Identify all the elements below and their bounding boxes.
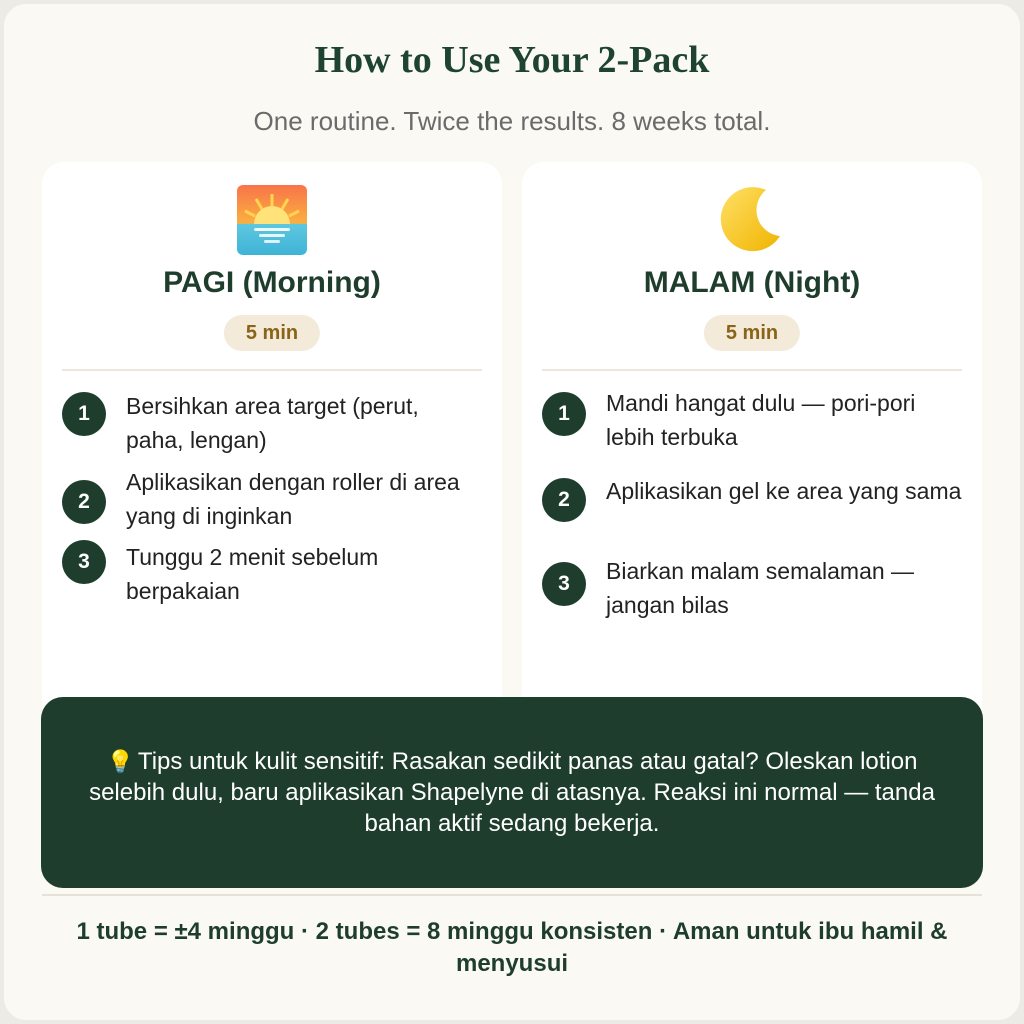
crescent-moon-icon [522, 184, 982, 256]
tips-paragraph [72, 746, 952, 839]
night-title: MALAM (Night) [643, 266, 861, 299]
step-text: Aplikasikan dengan roller di area yang di inginkan [126, 469, 460, 529]
step-number-badge: 2 [62, 480, 106, 524]
night-duration-badge: 5 min [704, 315, 800, 351]
page-subtitle: One routine. Twice the results. 8 weeks total. [253, 106, 771, 136]
morning-duration-badge: 5 min [224, 315, 320, 351]
tips-text: Tips untuk kulit sensitif: Rasakan sedikit panas atau gatal? Oleskan lotion selebih dulu, baru aplikasikan Shapelyne di atasnya. Reaksi ini normal — tanda bahan aktif sedang bekerja. [89, 748, 935, 837]
sensitive-skin-tips-banner [41, 697, 983, 888]
page-title: How to Use Your 2-Pack [314, 39, 710, 81]
morning-title: PAGI (Morning) [163, 266, 381, 299]
step-number-badge: 1 [62, 392, 106, 436]
step-number-badge: 2 [542, 478, 586, 522]
step-text: Tunggu 2 menit sebelum berpakaian [126, 544, 379, 604]
night-divider [542, 369, 962, 371]
step-number-badge: 3 [542, 562, 586, 606]
step-text: Aplikasikan gel ke area yang sama [606, 478, 962, 504]
footer-note: 1 tube = ±4 minggu · 2 tubes = 8 minggu konsisten · Aman untuk ibu hamil & menyusui [76, 918, 948, 977]
morning-card [42, 162, 502, 742]
step-text: Biarkan malam semalaman — jangan bilas [606, 558, 915, 618]
morning-divider [62, 369, 482, 371]
step-number-badge: 3 [62, 540, 106, 584]
step-number-badge: 1 [542, 392, 586, 436]
step-text: Mandi hangat dulu — pori-pori lebih terbuka [606, 390, 916, 450]
footer-divider [42, 894, 982, 896]
lightbulb-icon: 💡 [106, 749, 134, 774]
sunrise-icon [42, 184, 502, 256]
step-text: Bersihkan area target (perut, paha, lengan) [126, 393, 419, 453]
night-card [522, 162, 982, 742]
